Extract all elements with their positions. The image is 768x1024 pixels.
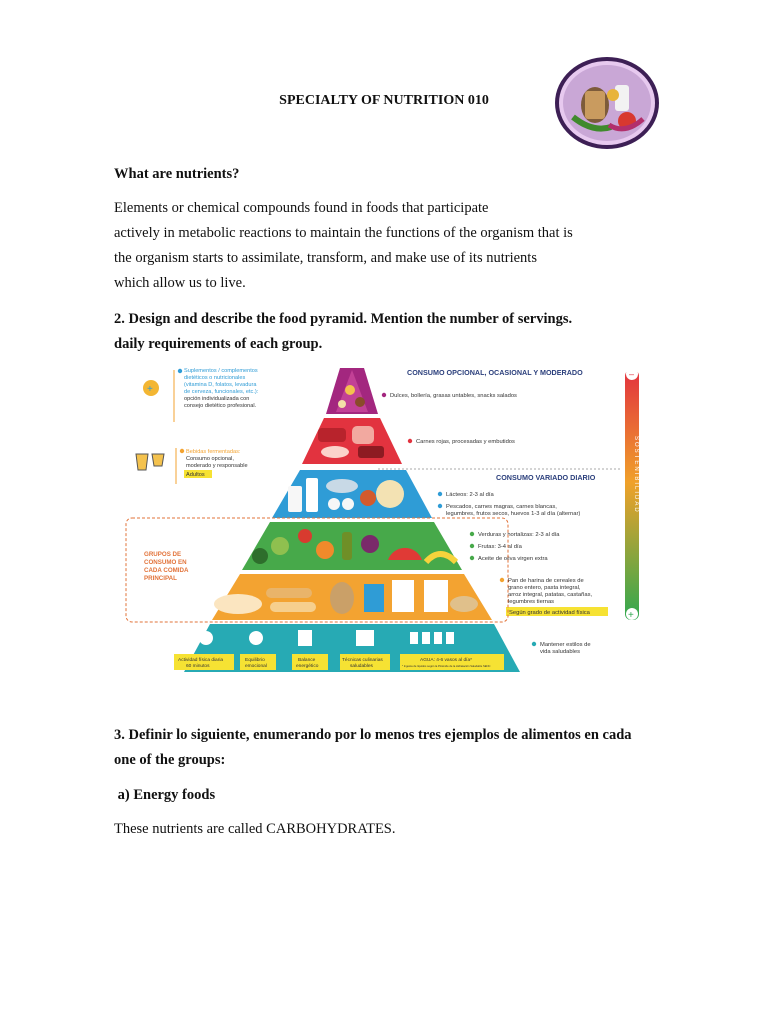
supplements-line-1: Suplementos / complementos	[184, 368, 258, 374]
base-3-b: energético	[296, 664, 319, 669]
bebidas-line-2: Consumo opcional,	[186, 456, 234, 462]
bebidas-line-1: Bebidas fermentadas:	[186, 449, 241, 455]
question-nutrients: What are nutrients?	[114, 166, 240, 182]
grupos-line-4: PRINCIPAL	[144, 575, 177, 582]
level-3-label-a: Lácteos: 2-3 al día	[446, 492, 494, 498]
grupos-line-3: CADA COMIDA	[144, 567, 189, 574]
energy-foods-heading: a) Energy foods	[114, 787, 216, 803]
level-3-label-b2: legumbres, frutos secos, huevos 1-3 al día (alternar)	[446, 511, 581, 517]
header-optional: CONSUMO OPCIONAL, OCASIONAL Y MODERADO	[407, 368, 583, 377]
base-5-b: * Ingesta de líquidos según la Pirámide de la Hidratación Saludable SENC	[402, 665, 491, 668]
sostenibilidad-label: SOSTENIBILIDAD	[633, 436, 639, 514]
base-1-a: Actividad física diaria	[178, 658, 224, 663]
supplements-line-6: consejo dietético profesional.	[184, 403, 257, 409]
bebidas-line-4: Adultos	[186, 472, 205, 478]
bebidas-line-3: moderado y responsable	[186, 463, 248, 469]
supplements-line-5: opción individualizada con	[184, 396, 250, 402]
question-2-line-1: 2. Design and describe the food pyramid. Mention the number of servings.	[114, 311, 573, 327]
grupos-line-1: GRUPOS DE	[144, 551, 182, 558]
carbohydrates-line: These nutrients are called CARBOHYDRATES.	[114, 821, 396, 837]
header-varied: CONSUMO VARIADO DIARIO	[496, 473, 596, 482]
question-3-line-2: one of the groups:	[114, 752, 226, 768]
svg-text:–: –	[629, 369, 635, 379]
level-5-activity-label: Según grado de actividad física	[509, 610, 590, 616]
base-4-a: Técnicas culinarias	[342, 658, 383, 663]
level-1-label: Dulces, bollería, grasas untables, snacks salados	[390, 393, 517, 399]
base-5-a: AGUA: 4-6 vasos al día*	[420, 658, 472, 663]
level-4-label-c: Aceite de oliva virgen extra	[478, 556, 548, 562]
document-title: SPECIALTY OF NUTRITION 010	[279, 93, 489, 108]
svg-text:+: +	[628, 610, 634, 621]
level-6-label-1: Mantener estilos de	[540, 642, 591, 648]
grupos-line-2: CONSUMO EN	[144, 559, 187, 566]
paragraph-line-3: the organism starts to assimilate, transform, and make use of its nutrients	[114, 250, 537, 266]
level-4-label-a: Verduras y hortalizas: 2-3 al día	[478, 532, 560, 538]
base-3-a: Balance	[298, 658, 316, 663]
level-5-label-2: grano entero, pasta integral,	[508, 585, 581, 591]
base-1-b: 60 minutos	[186, 664, 210, 669]
paragraph-line-4: which allow us to live.	[114, 275, 246, 291]
level-2-label: Carnes rojas, procesadas y embutidos	[416, 439, 515, 445]
base-4-b: saludables	[350, 664, 373, 669]
base-2-a: Equilibrio	[245, 658, 265, 663]
level-5-label-4: legumbres tiernas	[508, 599, 555, 605]
level-5-label-1: Pan de harina de cereales de	[508, 578, 584, 584]
food-pyramid-figure	[120, 366, 655, 674]
supplements-line-3: (vitamina D, folatos, levadura	[184, 382, 257, 388]
supplements-line-2: dietéticos o nutricionales	[184, 375, 246, 381]
supplements-line-4: de cerveza, funcionales, etc.):	[184, 389, 259, 395]
paragraph-line-1: Elements or chemical compounds found in foods that participate	[114, 200, 489, 216]
level-3-label-b1: Pescados, carnes magras, carnes blancas,	[446, 504, 557, 510]
svg-text:+: +	[147, 384, 153, 395]
level-6-label-2: vida saludables	[540, 649, 580, 655]
level-5-label-3: arroz integral, patatas, castañas,	[508, 592, 593, 598]
nutrition-badge-logo	[553, 55, 661, 151]
question-3-line-1: 3. Definir lo siguiente, enumerando por lo menos tres ejemplos de alimentos en cada	[114, 727, 632, 743]
question-2-line-2: daily requirements of each group.	[114, 336, 323, 352]
base-2-b: emocional	[245, 664, 267, 669]
level-4-label-b: Frutas: 3-4 al día	[478, 544, 522, 550]
paragraph-line-2: actively in metabolic reactions to maintain the functions of the organism that is	[114, 225, 573, 241]
